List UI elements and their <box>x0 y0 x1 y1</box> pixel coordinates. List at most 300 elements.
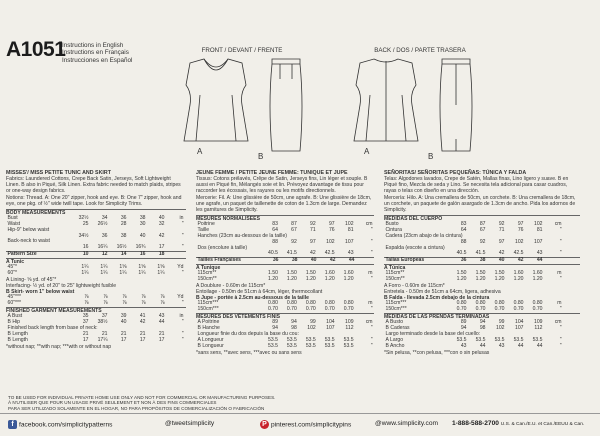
french-body-table <box>196 222 374 257</box>
legal-es: PARA SER UTILIZADO SOLAMENTE EN EL HOGAR, NO PARA PROPÓSITOS DE COMERCIALIZACIÓN O FABRICACIÓN <box>8 405 265 411</box>
front-label-a: A <box>197 147 203 156</box>
table-cell: 35 <box>82 313 89 320</box>
twitter-text: @tweetsimplicity <box>165 420 215 427</box>
table-cell: 60"* <box>7 270 17 277</box>
table-cell: m <box>557 270 562 277</box>
table-cell: Poitrine <box>197 220 215 227</box>
table-cell: 97 <box>498 238 505 245</box>
english-fabrics: Fabrics: Laundered Cottons, Crepe Back Satin, Jerseys, Soft Lightweight Linen. B also in Piqué, Silk Linen. Extra fabric needed to match plaids, stripes or one-way design fabrics. <box>6 176 181 195</box>
table-cell: 44 <box>479 343 486 350</box>
table-cell: 60"*** <box>7 300 21 307</box>
table-cell: 0.80 <box>513 300 524 307</box>
table-cell: 34 <box>101 214 108 221</box>
table-cell: 42 <box>310 250 316 257</box>
french-notions: Mercerie: Fil. A: Une glissière de 50cm, une agrafe. B: Une glissière de 18cm, une agrafe, un paquet de taillenette de coton de 1.3cm de large. Demandez les garnitures de Simplicity. <box>196 194 372 213</box>
table-cell: 76 <box>517 226 524 233</box>
table-cell: 40 <box>158 214 165 221</box>
table-cell: ⅞ <box>84 294 89 301</box>
table-cell: 1.20 <box>305 276 316 283</box>
table-cell: 43 <box>536 250 543 257</box>
spanish-footnote: *Sin pelusa, **con pelusa, ***con o sin pelusas <box>384 349 490 356</box>
english-body-heading: BODY MEASUREMENTS <box>6 209 66 216</box>
table-cell: 71 <box>310 226 316 233</box>
front-tunic-drawing <box>184 59 248 141</box>
table-cell: Tailles Françaises <box>197 257 242 264</box>
table-cell: 45"* <box>7 264 17 271</box>
table-cell: 38 <box>120 232 127 239</box>
spanish-skirt-label: B Falda - llevada 2.5cm debajo de la cintura <box>384 295 490 302</box>
table-cell: 67 <box>479 226 486 233</box>
french-finished-heading: MESURES DES VÊTEMENTS FINIS <box>196 314 281 321</box>
table-cell: Hip-9" below waist <box>7 226 50 233</box>
table-cell: B Caderas <box>385 325 410 332</box>
table-cell: Yd <box>177 294 184 301</box>
table-cell: 21 <box>101 331 108 338</box>
table-cell: 1.50 <box>305 270 316 277</box>
pinterest-link[interactable] <box>260 420 351 429</box>
table-cell: 14 <box>120 251 127 258</box>
table-cell: 0.80 <box>324 300 335 307</box>
table-cell: 83 <box>460 220 467 227</box>
table-cell: B Hanche <box>197 325 220 332</box>
english-notions: Notions: Thread. A: One 20" zipper, hook and eye. B: One 7" zipper, hook and eye, one pkg. of ½" wide twill tape. Look for Simplicity Trims. <box>6 194 182 207</box>
facebook-link[interactable] <box>8 420 112 429</box>
table-cell: 64 <box>272 226 278 233</box>
table-cell: Bust <box>7 214 18 221</box>
table-cell: 94 <box>479 319 486 326</box>
french-lining: A Doublure - 0.60m de 115cm* <box>196 283 266 290</box>
table-cell: m <box>557 300 562 307</box>
table-cell: 81 <box>347 226 354 233</box>
table-cell: Busto <box>385 220 399 227</box>
table-cell: 0.70 <box>475 306 486 313</box>
table-cell: 115cm** <box>385 270 405 277</box>
table-cell: 53.5 <box>343 343 354 350</box>
french-column <box>196 170 374 356</box>
table-cell: 42 <box>498 250 505 257</box>
table-cell: 89 <box>272 319 278 326</box>
table-cell: A Poitrine <box>197 319 220 326</box>
table-cell: 81 <box>536 226 543 233</box>
table-cell: 16¾ <box>135 244 146 251</box>
instruction-languages <box>62 42 132 64</box>
table-cell: 44 <box>536 343 543 350</box>
table-cell: 32 <box>158 220 165 227</box>
pinterest-icon: P <box>260 420 269 429</box>
table-cell: 40 <box>139 232 146 239</box>
spanish-tunic-table <box>384 271 563 283</box>
english-size-row <box>6 252 166 258</box>
back-tunic-drawing <box>354 59 418 141</box>
instruction-en: Instructions in English <box>62 42 124 49</box>
table-cell: 88 <box>272 238 278 245</box>
spanish-lining: A Forro - 0.60m de 115cm* <box>384 283 445 290</box>
table-cell: 0.80 <box>343 300 354 307</box>
english-footnote: *without nap; **with nap; ***with or without nap <box>6 343 112 350</box>
website-link[interactable] <box>375 420 438 427</box>
table-cell: ⅞ <box>122 294 127 301</box>
table-cell: 102 <box>326 238 335 245</box>
spanish-title: SEÑORITAS/ SEÑORITAS PEQUEÑAS: TÚNICA Y FALDA <box>384 170 527 176</box>
table-cell: 44 <box>536 257 543 264</box>
table-cell: 36 <box>272 257 279 264</box>
social-bar <box>0 413 600 436</box>
table-cell: 43 <box>347 250 354 257</box>
french-title: JEUNE FEMME / PETITE JEUNE FEMME: TUNIQUE ET JUPE <box>196 170 348 176</box>
table-cell: 42 <box>158 232 165 239</box>
table-cell: 107 <box>515 325 524 332</box>
table-cell: 40 <box>498 257 505 264</box>
table-cell: 1.20 <box>456 276 467 283</box>
table-cell: 25 <box>82 220 89 227</box>
table-cell: 53.5 <box>475 337 486 344</box>
french-tunic-label: A Tunique <box>196 265 221 272</box>
table-cell: 0.70 <box>286 306 297 313</box>
table-cell: 53.5 <box>286 343 297 350</box>
table-cell: 97 <box>310 238 316 245</box>
table-cell: 53.5 <box>324 337 335 344</box>
table-cell: ⅞ <box>160 300 165 307</box>
table-cell: 150cm** <box>385 276 405 283</box>
table-cell: 102 <box>307 325 316 332</box>
table-cell: " <box>370 238 373 245</box>
legal-en: TO BE USED FOR INDIVIDUAL PRIVATE HOME USE ONLY AND NOT FOR COMMERCIAL OR MANUFACTURING PURPOSES. <box>8 395 276 400</box>
table-cell: " <box>370 337 373 344</box>
phone-info <box>452 420 584 427</box>
table-cell: 34½ <box>78 232 89 239</box>
table-cell: 1.60 <box>513 270 524 277</box>
table-row <box>384 258 544 264</box>
table-cell: 16 <box>82 244 89 251</box>
pinterest-text: pinterest.com/simplicitypins <box>271 421 352 429</box>
table-cell: 102 <box>534 220 543 227</box>
table-cell: 17¼ <box>97 336 108 343</box>
english-tunic-table <box>6 265 185 277</box>
front-label-b: B <box>258 152 264 161</box>
table-cell: B Ancho <box>385 343 405 350</box>
table-cell: 1.20 <box>324 276 335 283</box>
spanish-interfacing: Entretela - 0.50m de 51cm a 64cm, ligera, adhesiva <box>384 289 501 296</box>
table-cell: 98 <box>479 325 486 332</box>
table-cell: ⅞ <box>103 300 108 307</box>
table-cell: 21 <box>158 331 165 338</box>
table-cell: B Longueur <box>197 343 224 350</box>
table-cell: 150cm** <box>197 276 217 283</box>
table-cell: Cintura <box>385 226 402 233</box>
spanish-fabrics: Telas: Algodones lavados, Crepe de Satén, Mallas finas, Lino ligero y suave. B en Piqué fino, Mezcla de seda y Lino. Se necesita tela adicional para casar cuadros, rayas o telas con diseño en una dirección. <box>384 176 569 195</box>
french-tunic-table <box>196 271 374 283</box>
table-cell: " <box>181 232 184 239</box>
spanish-notions: Mercería: Hilo. A: Una cremallera de 50cm, un corchete. B: Una cremallera de 18cm, un corchete, un paquete de galón asargado de 1.3cm de ancho. Pida los adornos de Simplicity. <box>384 194 576 213</box>
table-cell: 0.80 <box>532 300 543 307</box>
english-interfacing: Interfacing- ½ yd. of 20" to 25" lightweight fusible <box>6 283 117 290</box>
table-cell: 102 <box>345 220 354 227</box>
table-cell: " <box>181 336 184 343</box>
phone-note: U.S. & Can./E.U. et Can./EEUU & Can. <box>500 422 585 427</box>
table-cell: 28 <box>120 220 127 227</box>
table-cell: A Bust <box>7 313 23 320</box>
table-cell: 115cm*** <box>197 300 219 307</box>
table-cell: Yd <box>177 264 184 271</box>
table-cell: 10 <box>82 251 89 258</box>
table-cell: 42 <box>329 257 336 264</box>
table-cell: cm <box>554 220 562 227</box>
spanish-column <box>384 170 580 356</box>
table-cell: 104 <box>326 319 335 326</box>
table-cell: Tallas Europeas <box>385 257 425 264</box>
table-cell: 94 <box>272 325 278 332</box>
spanish-body-heading: MEDIDAS DEL CUERPO <box>384 215 443 222</box>
french-size-row <box>196 258 356 264</box>
table-cell: Back-neck to waist <box>7 238 50 245</box>
table-cell: 92 <box>291 238 297 245</box>
table-cell: 36 <box>460 257 467 264</box>
table-cell: 1.20 <box>267 276 278 283</box>
table-cell: " <box>181 220 184 227</box>
table-cell: 87 <box>291 220 297 227</box>
table-cell: 36 <box>120 214 127 221</box>
table-cell: " <box>370 306 373 313</box>
table-cell: 1.20 <box>494 276 505 283</box>
table-row <box>6 252 166 258</box>
table-cell: A Largo <box>385 337 404 344</box>
table-cell: " <box>559 325 562 332</box>
table-cell: 115cm** <box>197 270 217 277</box>
table-cell: " <box>559 337 562 344</box>
table-cell: 64 <box>460 226 467 233</box>
table-cell: m <box>368 300 373 307</box>
table-cell: 0.70 <box>513 306 524 313</box>
table-cell: " <box>559 238 562 245</box>
table-cell: 112 <box>345 325 354 332</box>
table-cell: 40.5 <box>268 250 278 257</box>
spanish-skirt-table <box>384 301 563 313</box>
table-cell: 1.50 <box>286 270 297 277</box>
table-cell: 53.5 <box>532 337 543 344</box>
table-cell: 1.50 <box>267 270 278 277</box>
table-cell: 1.60 <box>343 270 354 277</box>
spanish-finished-table <box>384 320 563 350</box>
table-cell: 92 <box>310 220 316 227</box>
table-cell: 26½ <box>97 220 108 227</box>
table-cell: B Hip <box>7 319 20 326</box>
table-cell: 43 <box>158 313 165 320</box>
table-cell: 44 <box>158 319 165 326</box>
table-cell: 0.70 <box>268 306 278 313</box>
table-cell: 92 <box>479 238 486 245</box>
table-cell: 0.70 <box>343 306 354 313</box>
pattern-number: A1051 <box>6 38 66 61</box>
table-cell: 71 <box>498 226 505 233</box>
table-cell: 1¼ <box>157 270 165 277</box>
phone-number: 1-888-588-2700 <box>452 420 499 427</box>
back-label-a: A <box>364 147 370 156</box>
table-cell: 1¼ <box>81 264 89 271</box>
table-cell: Cadera (23cm abajo de la cintura) <box>385 232 463 239</box>
table-cell: cm <box>365 319 373 326</box>
table-cell: 40.5 <box>456 250 467 257</box>
table-cell: 83 <box>272 220 278 227</box>
table-cell: 45"*** <box>7 294 21 301</box>
table-cell: " <box>559 276 562 283</box>
table-cell: 1.20 <box>343 276 354 283</box>
table-cell: 99 <box>310 319 316 326</box>
table-cell: ⅞ <box>160 294 165 301</box>
table-cell: cm <box>365 220 373 227</box>
table-cell: Hanches (23cm au-dessous de la taille) <box>197 232 287 239</box>
table-cell: Dos (encolure à taille) <box>197 244 248 251</box>
spanish-tunic-label: A Túnica <box>384 265 406 272</box>
table-cell: 17 <box>120 336 127 343</box>
table-cell: cm <box>554 319 562 326</box>
table-cell: 1.50 <box>475 270 486 277</box>
table-cell: 76 <box>328 226 335 233</box>
table-cell: 0.70 <box>532 306 543 313</box>
table-cell: 0.80 <box>305 300 316 307</box>
table-cell: 38 <box>139 214 146 221</box>
table-cell: 1.20 <box>475 276 486 283</box>
english-skirt-table <box>6 295 185 307</box>
table-cell: 0.80 <box>286 300 297 307</box>
table-cell: Taille <box>197 226 210 233</box>
twitter-link[interactable] <box>165 420 214 427</box>
table-cell: 0.70 <box>494 306 505 313</box>
back-view-title: BACK / DOS / PARTE TRASERA <box>374 47 466 54</box>
table-cell: 17 <box>82 336 89 343</box>
table-cell: 38½ <box>97 319 108 326</box>
table-cell: " <box>559 306 562 313</box>
table-cell: 40 <box>120 319 127 326</box>
english-finished-table <box>6 314 185 344</box>
table-cell: 1¼ <box>81 270 89 277</box>
table-cell: A Longueur <box>197 337 224 344</box>
table-cell: ⅞ <box>141 300 146 307</box>
table-cell: 1⅝ <box>119 264 127 271</box>
table-cell: 1.50 <box>494 270 505 277</box>
table-cell: A Busto <box>385 319 404 326</box>
spanish-size-row <box>384 258 544 264</box>
table-cell: 102 <box>515 238 524 245</box>
table-cell: 42.5 <box>513 250 524 257</box>
table-cell: 87 <box>479 220 486 227</box>
table-cell: 92 <box>498 220 505 227</box>
table-cell: 53.5 <box>456 337 467 344</box>
table-cell: 94 <box>460 325 467 332</box>
table-cell: 40 <box>310 257 317 264</box>
garment-line-drawings <box>160 55 500 167</box>
table-cell: 102 <box>496 325 505 332</box>
french-interfacing: Entoilage - 0.50m de 51cm à 64cm, léger, thermocollant <box>196 289 323 296</box>
table-cell: 53.5 <box>494 337 505 344</box>
table-cell: 67 <box>291 226 297 233</box>
table-cell: Espalda (escote a cintura) <box>385 244 445 251</box>
back-label-b: B <box>428 152 434 161</box>
english-column <box>6 170 186 350</box>
table-cell: B Length <box>7 336 28 343</box>
table-cell: ⅞ <box>141 294 146 301</box>
facebook-icon: f <box>8 420 17 429</box>
french-skirt-table <box>196 301 374 313</box>
instruction-fr: Instructions en Français <box>62 49 129 57</box>
table-cell: 42 <box>517 257 524 264</box>
table-cell: 44 <box>348 257 355 264</box>
table-cell: 38 <box>291 257 298 264</box>
table-cell: 38 <box>479 257 486 264</box>
table-cell: 99 <box>498 319 505 326</box>
table-cell: 0.80 <box>268 300 278 307</box>
table-cell: 1¼ <box>119 270 127 277</box>
english-lining: A Lining- ⅝ yd. of 45"* <box>6 277 57 284</box>
english-tunic-label: A Tunic <box>6 259 25 266</box>
table-cell: 37 <box>101 313 108 320</box>
table-cell: Pattern Size <box>7 251 37 258</box>
table-cell: 17 <box>158 244 165 251</box>
table-cell: ⅞ <box>84 300 89 307</box>
french-fabrics: Tissus: Cotons prélavés, Crêpe de Satin, Jerseys fins, Lin léger et souple. B aussi en Piqué fin, Mélangés soie et lin. Prévoyez davantage de tissu pour raccorder les écossais, les rayures ou les motifs directionnels. <box>196 176 368 195</box>
table-cell: 21 <box>82 331 89 338</box>
table-cell: 0.80 <box>456 300 467 307</box>
instruction-es: Instrucciones en Español <box>62 56 133 64</box>
table-cell: 88 <box>460 238 467 245</box>
table-cell: 53.5 <box>324 343 335 350</box>
table-cell: 17 <box>139 336 146 343</box>
table-cell: 115cm*** <box>385 300 407 307</box>
table-cell: 43 <box>498 343 505 350</box>
front-view-title: FRONT / DEVANT / FRENTE <box>201 47 283 54</box>
table-cell: ⅞ <box>103 294 108 301</box>
table-cell: " <box>181 319 184 326</box>
table-cell: ⅞ <box>122 300 127 307</box>
table-cell: 0.70 <box>456 306 467 313</box>
table-cell: 107 <box>326 325 335 332</box>
french-footnote: *sans sens, **avec sens, ***avec ou sans sens <box>196 349 302 356</box>
table-cell: 1¼ <box>100 264 108 271</box>
table-cell: 53.5 <box>286 337 297 344</box>
table-cell: 1⅝ <box>138 264 146 271</box>
table-cell: 150cm*** <box>385 306 407 313</box>
table-cell: 1⅝ <box>157 264 165 271</box>
facebook-text: facebook.com/simplicitypatterns <box>19 421 113 429</box>
spanish-body-table <box>384 222 563 257</box>
table-cell: 0.80 <box>494 300 505 307</box>
table-cell: Largo terminado desde la base del cuello: <box>385 331 481 338</box>
table-cell: 53.5 <box>305 343 316 350</box>
table-cell: 39 <box>120 313 127 320</box>
table-cell: in <box>179 313 184 320</box>
table-cell: 1.20 <box>286 276 297 283</box>
table-cell: 41.5 <box>475 250 486 257</box>
table-cell: " <box>181 270 184 277</box>
table-cell: Waist <box>7 220 21 227</box>
table-cell: 41.5 <box>286 250 297 257</box>
table-cell: " <box>181 331 184 338</box>
legal-notice <box>8 395 592 411</box>
table-cell: 1.20 <box>513 276 524 283</box>
table-cell: 41 <box>139 313 146 320</box>
front-skirt-drawing <box>270 59 302 151</box>
table-cell: " <box>181 244 184 251</box>
table-cell: 107 <box>534 238 543 245</box>
table-cell: " <box>370 325 373 332</box>
table-cell: " <box>559 250 562 257</box>
table-cell: 109 <box>534 319 543 326</box>
french-body-heading: MESURES NORMALISEES <box>196 215 260 222</box>
table-cell: 98 <box>291 325 297 332</box>
table-cell: 150cm*** <box>197 306 219 313</box>
table-cell: 1¼ <box>138 270 146 277</box>
table-cell: 18 <box>158 251 165 258</box>
english-finished-heading: FINISHED GARMENT MEASUREMENTS <box>6 308 102 315</box>
